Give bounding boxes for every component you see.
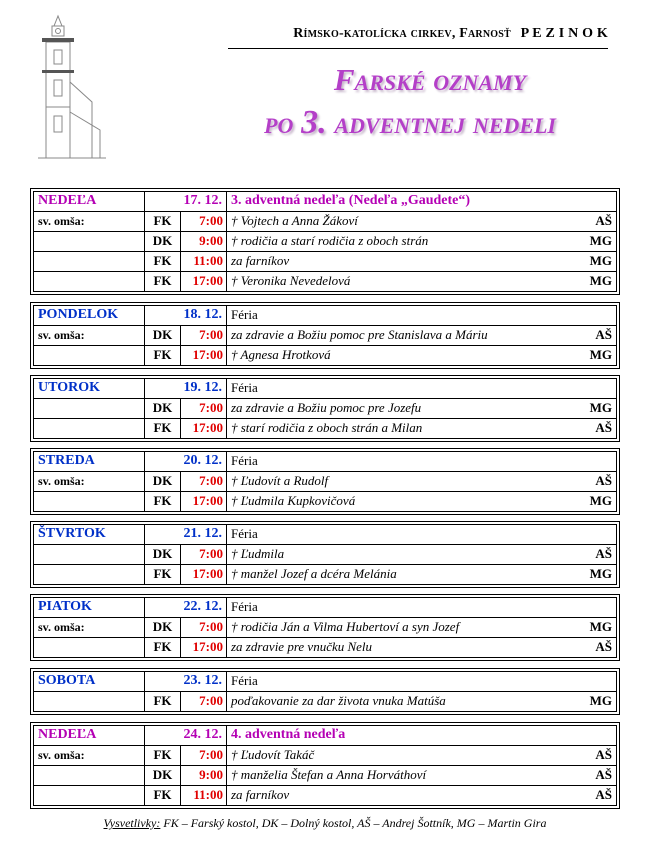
day-description: 4. adventná nedeľa xyxy=(226,726,616,745)
mass-label xyxy=(34,232,144,251)
mass-label xyxy=(34,272,144,291)
day-block xyxy=(30,668,620,715)
church-code: DK xyxy=(144,618,180,637)
day-description: Féria xyxy=(226,452,616,471)
priest-code: AŠ xyxy=(595,546,612,561)
mass-intention: poďakovanie za dar života vnuka Matúša xyxy=(226,692,586,711)
priest-code: MG xyxy=(589,400,612,415)
day-description: Féria xyxy=(226,672,616,691)
mass-time: 17:00 xyxy=(180,492,226,511)
mass-label xyxy=(34,692,144,711)
mass-intention: † Ľudovít Takáč xyxy=(226,746,586,765)
priest-code: AŠ xyxy=(595,327,612,342)
mass-time: 7:00 xyxy=(180,212,226,231)
priest-code: MG xyxy=(589,619,612,634)
day-description: Féria xyxy=(226,525,616,544)
legend-text: FK – Farský kostol, DK – Dolný kostol, AŠ – Andrej Šottník, MG – Martin Gira xyxy=(163,816,547,830)
mass-row xyxy=(34,325,616,345)
day-block xyxy=(30,521,620,588)
church-code: DK xyxy=(144,232,180,251)
mass-row xyxy=(34,271,616,291)
day-name: UTOROK xyxy=(38,380,100,395)
mass-time: 9:00 xyxy=(180,232,226,251)
mass-row xyxy=(34,471,616,491)
day-date: 21. 12. xyxy=(144,525,226,544)
day-block xyxy=(30,722,620,809)
mass-label: sv. omša: xyxy=(38,748,85,762)
day-header-row xyxy=(34,525,616,544)
mass-time: 17:00 xyxy=(180,346,226,365)
priest-code: MG xyxy=(589,273,612,288)
priest-code: AŠ xyxy=(595,473,612,488)
priest-code: MG xyxy=(589,253,612,268)
mass-time: 7:00 xyxy=(180,399,226,418)
page-title: Farské oznamy xyxy=(333,62,527,97)
mass-intention: † Vojtech a Anna Žákoví xyxy=(226,212,586,231)
mass-intention: † starí rodičia z oboch strán a Milan xyxy=(226,419,586,438)
mass-label xyxy=(34,565,144,584)
church-code: FK xyxy=(144,565,180,584)
day-date: 19. 12. xyxy=(144,379,226,398)
church-code: FK xyxy=(144,252,180,271)
day-description: 3. adventná nedeľa (Nedeľa „Gaudete“) xyxy=(226,192,616,211)
mass-row xyxy=(34,785,616,805)
mass-time: 17:00 xyxy=(180,272,226,291)
mass-label xyxy=(34,492,144,511)
mass-intention: za farníkov xyxy=(226,252,586,271)
mass-label xyxy=(34,419,144,438)
priest-code: MG xyxy=(589,493,612,508)
day-header-row xyxy=(34,306,616,325)
day-name: PIATOK xyxy=(38,599,92,614)
day-header-row xyxy=(34,452,616,471)
day-block xyxy=(30,448,620,515)
mass-row xyxy=(34,691,616,711)
mass-label xyxy=(34,786,144,805)
mass-row xyxy=(34,617,616,637)
priest-code: AŠ xyxy=(595,420,612,435)
mass-time: 7:00 xyxy=(180,545,226,564)
day-block xyxy=(30,188,620,295)
day-date: 23. 12. xyxy=(144,672,226,691)
priest-code: AŠ xyxy=(595,767,612,782)
priest-code: AŠ xyxy=(595,639,612,654)
mass-row xyxy=(34,231,616,251)
mass-intention: † Ľudovít a Rudolf xyxy=(226,472,586,491)
church-code: DK xyxy=(144,399,180,418)
mass-time: 11:00 xyxy=(180,252,226,271)
day-description: Féria xyxy=(226,598,616,617)
priest-code: AŠ xyxy=(595,787,612,802)
priest-code: AŠ xyxy=(595,747,612,762)
day-name: NEDEĽA xyxy=(38,727,97,742)
mass-row xyxy=(34,544,616,564)
day-header-row xyxy=(34,672,616,691)
day-header-row xyxy=(34,379,616,398)
priest-code: MG xyxy=(589,566,612,581)
mass-time: 7:00 xyxy=(180,618,226,637)
day-date: 18. 12. xyxy=(144,306,226,325)
church-code: FK xyxy=(144,346,180,365)
day-name: STREDA xyxy=(38,453,95,468)
church-code: FK xyxy=(144,746,180,765)
church-code: FK xyxy=(144,638,180,657)
mass-time: 11:00 xyxy=(180,786,226,805)
mass-intention: za zdravie pre vnučku Nelu xyxy=(226,638,586,657)
church-code: DK xyxy=(144,545,180,564)
church-code: FK xyxy=(144,786,180,805)
mass-intention: † Ľudmila Kupkovičová xyxy=(226,492,586,511)
mass-row xyxy=(34,765,616,785)
church-code: DK xyxy=(144,472,180,491)
mass-label: sv. omša: xyxy=(38,620,85,634)
mass-time: 7:00 xyxy=(180,326,226,345)
day-block xyxy=(30,302,620,369)
mass-row xyxy=(34,564,616,584)
day-date: 24. 12. xyxy=(144,726,226,745)
mass-intention: † manželia Štefan a Anna Horváthoví xyxy=(226,766,586,785)
legend-label: Vysvetlivky: xyxy=(103,816,161,830)
mass-label xyxy=(34,346,144,365)
church-code: FK xyxy=(144,272,180,291)
church-code: FK xyxy=(144,212,180,231)
mass-row xyxy=(34,637,616,657)
church-code: DK xyxy=(144,766,180,785)
mass-intention: za zdravie a Božiu pomoc pre Jozefu xyxy=(226,399,586,418)
mass-intention: † Agnesa Hrotková xyxy=(226,346,586,365)
mass-row xyxy=(34,398,616,418)
day-date: 17. 12. xyxy=(144,192,226,211)
mass-label: sv. omša: xyxy=(38,328,85,342)
day-block xyxy=(30,594,620,661)
church-code: FK xyxy=(144,692,180,711)
day-block xyxy=(30,375,620,442)
day-header-row xyxy=(34,192,616,211)
priest-code: AŠ xyxy=(595,213,612,228)
mass-intention: † rodičia a starí rodičia z oboch strán xyxy=(226,232,586,251)
day-description: Féria xyxy=(226,379,616,398)
mass-label xyxy=(34,638,144,657)
day-name: SOBOTA xyxy=(38,673,96,688)
priest-code: MG xyxy=(589,693,612,708)
mass-intention: † rodičia Ján a Vilma Hubertoví a syn Jozef xyxy=(226,618,586,637)
legend xyxy=(30,816,620,831)
town-name: P E Z I N O K xyxy=(520,26,608,41)
mass-row xyxy=(34,491,616,511)
mass-label xyxy=(34,766,144,785)
mass-row xyxy=(34,211,616,231)
church-code: FK xyxy=(144,492,180,511)
mass-intention: † manžel Jozef a dcéra Melánia xyxy=(226,565,586,584)
church-code: DK xyxy=(144,326,180,345)
priest-code: MG xyxy=(589,233,612,248)
day-date: 20. 12. xyxy=(144,452,226,471)
mass-row xyxy=(34,251,616,271)
mass-time: 7:00 xyxy=(180,472,226,491)
parish-name: Rímsko-katolícka cirkev, Farnosť P E Z I N O K xyxy=(293,26,608,41)
mass-time: 9:00 xyxy=(180,766,226,785)
day-name: NEDEĽA xyxy=(38,193,97,208)
mass-time: 7:00 xyxy=(180,692,226,711)
day-header-row xyxy=(34,726,616,745)
mass-label: sv. omša: xyxy=(38,214,85,228)
mass-row xyxy=(34,745,616,765)
mass-row xyxy=(34,345,616,365)
mass-label xyxy=(34,545,144,564)
mass-intention: † Ľudmila xyxy=(226,545,586,564)
page-subtitle: po 3. adventnej nedeli xyxy=(264,104,556,141)
mass-time: 17:00 xyxy=(180,565,226,584)
day-name: PONDELOK xyxy=(38,307,119,322)
day-name: ŠTVRTOK xyxy=(38,526,106,541)
mass-label: sv. omša: xyxy=(38,474,85,488)
mass-label xyxy=(34,399,144,418)
mass-intention: za farníkov xyxy=(226,786,586,805)
mass-row xyxy=(34,418,616,438)
church-tower-logo xyxy=(28,12,108,162)
mass-intention: † Veronika Nevedelová xyxy=(226,272,586,291)
day-description: Féria xyxy=(226,306,616,325)
church-code: FK xyxy=(144,419,180,438)
header-rule xyxy=(228,48,608,49)
mass-intention: za zdravie a Božiu pomoc pre Stanislava a Máriu xyxy=(226,326,586,345)
priest-code: MG xyxy=(589,347,612,362)
mass-time: 17:00 xyxy=(180,638,226,657)
day-header-row xyxy=(34,598,616,617)
day-date: 22. 12. xyxy=(144,598,226,617)
mass-time: 7:00 xyxy=(180,746,226,765)
mass-label xyxy=(34,252,144,271)
mass-time: 17:00 xyxy=(180,419,226,438)
